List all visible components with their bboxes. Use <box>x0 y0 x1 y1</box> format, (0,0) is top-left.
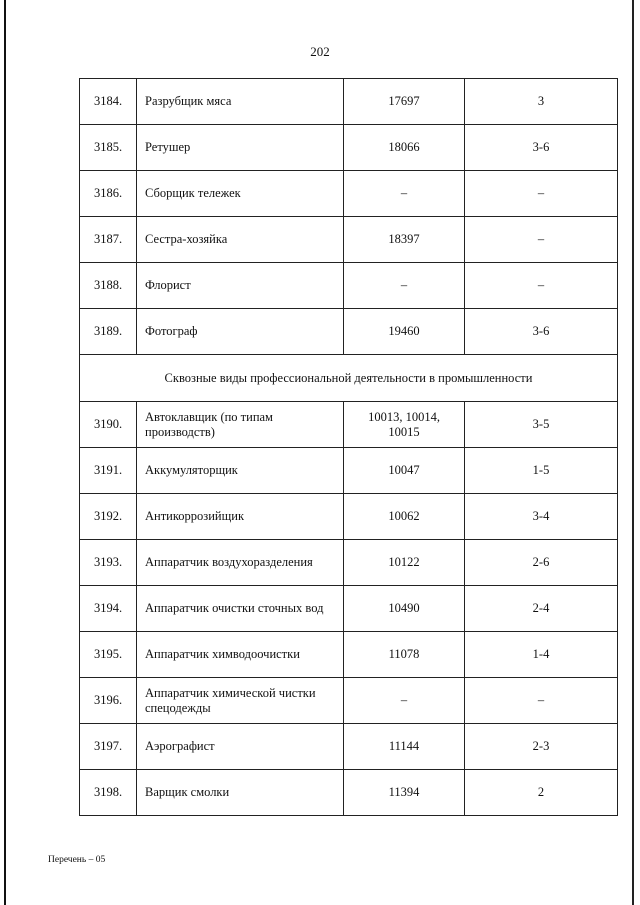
row-number: 3190. <box>80 402 137 448</box>
profession-code: 10062 <box>344 494 465 540</box>
profession-name: Аппаратчик химводоочистки <box>137 632 344 678</box>
qualification-grade: 3-6 <box>465 125 618 171</box>
row-number: 3196. <box>80 678 137 724</box>
qualification-grade: 2-3 <box>465 724 618 770</box>
profession-code: – <box>344 678 465 724</box>
profession-code: 17697 <box>344 79 465 125</box>
qualification-grade: – <box>465 217 618 263</box>
row-number: 3186. <box>80 171 137 217</box>
row-number: 3187. <box>80 217 137 263</box>
table-row <box>80 309 618 355</box>
profession-name: Аккумуляторщик <box>137 448 344 494</box>
table-row <box>80 632 618 678</box>
profession-name: Ретушер <box>137 125 344 171</box>
table-row <box>80 79 618 125</box>
profession-name: Сестра-хозяйка <box>137 217 344 263</box>
footer-text: Перечень – 05 <box>48 855 106 865</box>
qualification-grade: 2-6 <box>465 540 618 586</box>
qualification-grade: – <box>465 171 618 217</box>
row-number: 3189. <box>80 309 137 355</box>
qualification-grade: 3-5 <box>465 402 618 448</box>
profession-code: 18397 <box>344 217 465 263</box>
row-number: 3192. <box>80 494 137 540</box>
qualification-grade: 2-4 <box>465 586 618 632</box>
page-edge-left <box>4 0 6 905</box>
profession-code: 11078 <box>344 632 465 678</box>
profession-code: 10490 <box>344 586 465 632</box>
table-body <box>80 79 618 816</box>
profession-name: Фотограф <box>137 309 344 355</box>
qualification-grade: 1-5 <box>465 448 618 494</box>
table-row <box>80 217 618 263</box>
row-number: 3185. <box>80 125 137 171</box>
profession-code: 10013, 10014, 10015 <box>344 402 465 448</box>
profession-code: 10122 <box>344 540 465 586</box>
profession-name: Разрубщик мяса <box>137 79 344 125</box>
professions-table <box>79 78 618 816</box>
profession-name: Аппаратчик химической чистки спецодежды <box>137 678 344 724</box>
qualification-grade: 3 <box>465 79 618 125</box>
profession-name: Флорист <box>137 263 344 309</box>
row-number: 3194. <box>80 586 137 632</box>
table-row <box>80 678 618 724</box>
table-row <box>80 494 618 540</box>
row-number: 3197. <box>80 724 137 770</box>
qualification-grade: – <box>465 678 618 724</box>
table-row <box>80 125 618 171</box>
row-number: 3191. <box>80 448 137 494</box>
row-number: 3195. <box>80 632 137 678</box>
profession-name: Аэрографист <box>137 724 344 770</box>
profession-code: 11394 <box>344 770 465 816</box>
profession-name: Сборщик тележек <box>137 171 344 217</box>
table-row <box>80 724 618 770</box>
row-number: 3188. <box>80 263 137 309</box>
qualification-grade: 1-4 <box>465 632 618 678</box>
table-row <box>80 448 618 494</box>
row-number: 3193. <box>80 540 137 586</box>
qualification-grade: 3-4 <box>465 494 618 540</box>
qualification-grade: 2 <box>465 770 618 816</box>
profession-name: Автоклавщик (по типам производств) <box>137 402 344 448</box>
profession-name: Аппаратчик очистки сточных вод <box>137 586 344 632</box>
profession-name: Варщик смолки <box>137 770 344 816</box>
page-number: 202 <box>310 44 330 59</box>
profession-code: 18066 <box>344 125 465 171</box>
profession-code: 19460 <box>344 309 465 355</box>
table-row <box>80 263 618 309</box>
profession-code: 10047 <box>344 448 465 494</box>
row-number: 3198. <box>80 770 137 816</box>
profession-code: – <box>344 263 465 309</box>
page-edge-right <box>632 0 634 905</box>
qualification-grade: – <box>465 263 618 309</box>
section-header-row <box>80 355 618 402</box>
table-row <box>80 402 618 448</box>
table-row <box>80 586 618 632</box>
table-row <box>80 770 618 816</box>
row-number: 3184. <box>80 79 137 125</box>
profession-code: – <box>344 171 465 217</box>
profession-code: 11144 <box>344 724 465 770</box>
qualification-grade: 3-6 <box>465 309 618 355</box>
table-row <box>80 540 618 586</box>
profession-name: Аппаратчик воздухоразделения <box>137 540 344 586</box>
section-title: Сквозные виды профессиональной деятельности в промышленности <box>80 355 618 402</box>
profession-name: Антикоррозийщик <box>137 494 344 540</box>
table-row <box>80 171 618 217</box>
